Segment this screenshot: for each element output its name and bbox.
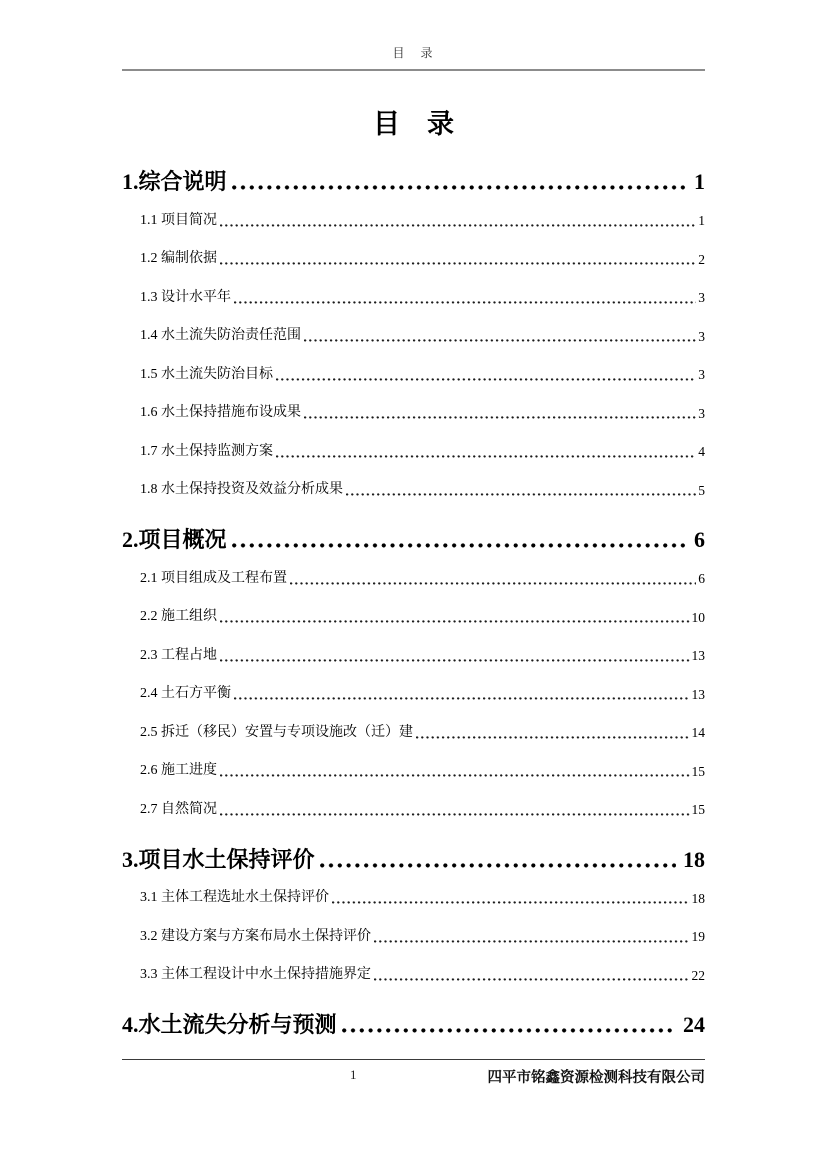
page-title: 目 录 <box>373 109 454 139</box>
toc-entry-label: 3.项目水土保持评价 <box>122 846 315 872</box>
toc-entry-page: 6 <box>698 571 705 586</box>
toc-entry-page: 10 <box>691 609 705 625</box>
toc-entry[interactable] <box>122 469 705 508</box>
toc-entry-label: 2.2 施工组织 <box>140 609 217 624</box>
toc-entry-label: 2.5 拆迁（移民）安置与专项设施改（迁）建 <box>140 724 413 740</box>
table-of-contents <box>122 155 705 1042</box>
toc-entry[interactable] <box>122 788 705 827</box>
dot-leader <box>342 1028 676 1033</box>
toc-entry-label: 2.4 土石方平衡 <box>140 686 231 701</box>
toc-entry-page: 2 <box>698 251 705 267</box>
dot-leader <box>346 493 696 496</box>
toc-entry-label: 1.6 水土保持措施布设成果 <box>140 405 301 420</box>
toc-entry-label: 2.1 项目组成及工程布置 <box>140 570 287 586</box>
dot-leader <box>304 416 696 419</box>
toc-entry-page: 22 <box>691 967 705 983</box>
toc-entry-label: 1.5 水土流失防治目标 <box>140 366 273 382</box>
toc-entry-page: 13 <box>691 686 705 702</box>
toc-entry-label: 1.综合说明 <box>122 169 227 194</box>
toc-entry-page: 18 <box>683 846 705 872</box>
toc-entry[interactable] <box>122 915 705 954</box>
toc-entry-label: 3.1 主体工程选址水土保持评价 <box>140 890 329 905</box>
toc-entry-label: 2.项目概况 <box>122 527 227 552</box>
toc-entry-page: 3 <box>698 290 705 305</box>
toc-entry[interactable] <box>122 199 705 238</box>
toc-entry-page: 3 <box>698 328 705 344</box>
toc-entry[interactable] <box>122 392 705 431</box>
dot-leader <box>374 978 690 981</box>
toc-entry[interactable] <box>122 877 705 916</box>
toc-entry-label: 1.2 编制依据 <box>140 251 217 266</box>
dot-leader <box>304 339 696 342</box>
toc-entry[interactable] <box>122 238 705 277</box>
toc-entry[interactable] <box>122 596 705 635</box>
toc-entry[interactable] <box>122 155 705 199</box>
dot-leader <box>220 774 690 777</box>
dot-leader <box>234 301 696 304</box>
toc-entry-page: 18 <box>691 890 705 906</box>
toc-entry[interactable] <box>122 833 705 877</box>
dot-leader <box>232 185 687 190</box>
toc-entry[interactable] <box>122 315 705 354</box>
header-rule-divider <box>122 69 705 71</box>
toc-entry[interactable] <box>122 634 705 673</box>
toc-entry[interactable] <box>122 276 705 315</box>
toc-entry-page: 1 <box>698 213 705 228</box>
toc-entry[interactable] <box>122 557 705 596</box>
toc-entry-label: 2.7 自然简况 <box>140 801 217 817</box>
toc-entry-label: 4.水土流失分析与预测 <box>122 1012 337 1037</box>
toc-entry-label: 1.8 水土保持投资及效益分析成果 <box>140 482 343 497</box>
dot-leader <box>276 455 696 458</box>
toc-entry-page: 4 <box>698 444 705 459</box>
dot-leader <box>416 736 690 739</box>
dot-leader <box>220 224 696 227</box>
toc-entry-label: 1.4 水土流失防治责任范围 <box>140 328 301 343</box>
toc-entry-page: 15 <box>691 802 705 817</box>
toc-entry-page: 19 <box>691 929 705 944</box>
toc-entry[interactable] <box>122 750 705 789</box>
dot-leader <box>320 863 676 868</box>
toc-entry-page: 3 <box>698 405 705 421</box>
toc-entry[interactable] <box>122 954 705 993</box>
toc-entry-page: 1 <box>694 169 705 194</box>
toc-entry-page: 5 <box>698 482 705 498</box>
toc-entry[interactable] <box>122 353 705 392</box>
footer-page-number: 1 <box>350 1067 357 1082</box>
toc-entry-label: 3.3 主体工程设计中水土保持措施界定 <box>140 967 371 982</box>
dot-leader <box>290 582 696 585</box>
dot-leader <box>276 378 696 381</box>
toc-entry-page: 3 <box>698 367 705 382</box>
dot-leader <box>232 543 687 548</box>
toc-entry[interactable] <box>122 711 705 750</box>
dot-leader <box>220 262 696 265</box>
toc-entry[interactable] <box>122 430 705 469</box>
toc-entry[interactable] <box>122 673 705 712</box>
toc-entry-page: 15 <box>691 763 705 779</box>
toc-entry-page: 24 <box>683 1012 705 1037</box>
toc-entry-page: 6 <box>694 527 705 552</box>
toc-entry-page: 13 <box>691 648 705 663</box>
running-header-title: 目 录 <box>392 46 435 60</box>
dot-leader <box>234 697 690 700</box>
toc-entry-label: 2.6 施工进度 <box>140 763 217 778</box>
dot-leader <box>220 813 690 816</box>
toc-entry-label: 1.1 项目简况 <box>140 212 217 228</box>
footer-company-name: 四平市铭鑫资源检测科技有限公司 <box>487 1070 705 1086</box>
toc-entry[interactable] <box>122 998 705 1042</box>
page-footer <box>122 1059 705 1086</box>
toc-entry-label: 3.2 建设方案与方案布局水土保持评价 <box>140 928 371 944</box>
toc-entry[interactable] <box>122 513 705 557</box>
toc-entry-page: 14 <box>691 725 705 740</box>
dot-leader <box>220 620 690 623</box>
dot-leader <box>332 901 690 904</box>
dot-leader <box>220 659 690 662</box>
toc-entry-label: 1.7 水土保持监测方案 <box>140 443 273 459</box>
toc-entry-label: 1.3 设计水平年 <box>140 289 231 305</box>
toc-entry-label: 2.3 工程占地 <box>140 647 217 663</box>
running-header <box>122 44 705 71</box>
dot-leader <box>374 940 690 943</box>
